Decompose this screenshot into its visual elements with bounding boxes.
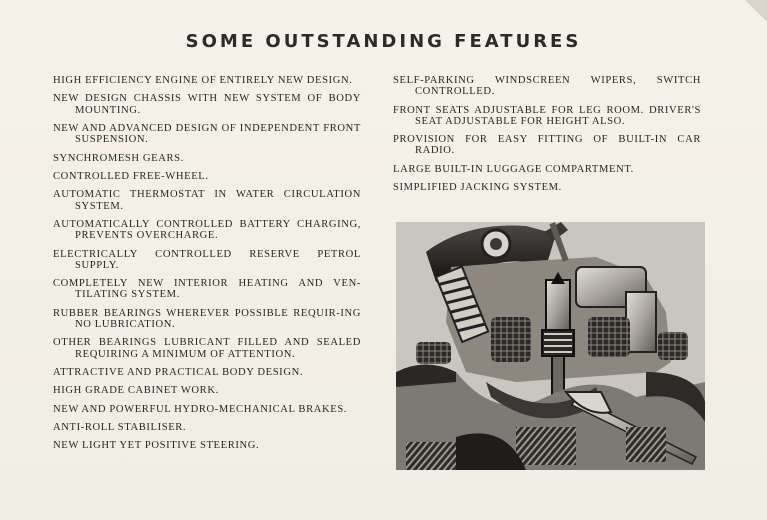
feature-item: HIGH GRADE CABINET WORK. <box>53 385 219 397</box>
page-corner-fold <box>745 0 767 22</box>
feature-item: NEW AND POWERFUL HYDRO-MECHANICAL BRAKES. <box>53 403 348 415</box>
feature-item: RUBBER BEARINGS WHEREVER POSSIBLE REQUIR-ING NO LUBRICATION. <box>53 307 361 330</box>
feature-item: HIGH EFFICIENCY ENGINE OF ENTIRELY NEW DESIGN. <box>53 75 353 86</box>
page-title: SOME OUTSTANDING FEATURES <box>185 31 582 52</box>
feature-item: SELF-PARKING WINDSCREEN WIPERS, SWITCH CONTROLLED. <box>393 75 701 98</box>
feature-list-left <box>53 75 361 459</box>
feature-list-right <box>393 75 701 201</box>
feature-item: ELECTRICALLY CONTROLLED RESERVE PETROL SUPPLY. <box>53 248 361 271</box>
feature-item: SYNCHROMESH GEARS. <box>53 152 184 164</box>
feature-item: AUTOMATIC THERMOSTAT IN WATER CIRCULATION SYSTEM. <box>53 189 361 212</box>
feature-item: COMPLETELY NEW INTERIOR HEATING AND VEN-TILATING SYSTEM. <box>53 278 361 301</box>
feature-item: ATTRACTIVE AND PRACTICAL BODY DESIGN. <box>53 366 304 378</box>
feature-item: LARGE BUILT-IN LUGGAGE COMPARTMENT. <box>393 163 634 175</box>
feature-item: ANTI-ROLL STABILISER. <box>53 422 187 434</box>
feature-item: NEW DESIGN CHASSIS WITH NEW SYSTEM OF BODY MOUNTING. <box>53 93 361 116</box>
feature-item: NEW AND ADVANCED DESIGN OF INDEPENDENT FRONT SUSPENSION. <box>53 122 361 146</box>
feature-item: NEW LIGHT YET POSITIVE STEERING. <box>53 440 260 452</box>
engine-cutaway-photo <box>396 222 705 470</box>
feature-item: CONTROLLED FREE-WHEEL. <box>53 170 209 182</box>
feature-item: FRONT SEATS ADJUSTABLE FOR LEG ROOM. DRIVER'S SEAT ADJUSTABLE FOR HEIGHT ALSO. <box>393 104 701 127</box>
feature-item: AUTOMATICALLY CONTROLLED BATTERY CHARGING, PREVENTS OVERCHARGE. <box>53 218 361 242</box>
feature-item: PROVISION FOR EASY FITTING OF BUILT-IN CAR RADIO. <box>393 134 701 157</box>
feature-item: SIMPLIFIED JACKING SYSTEM. <box>393 182 562 194</box>
feature-item: OTHER BEARINGS LUBRICANT FILLED AND SEALED REQUIRING A MINIMUM OF ATTENTION. <box>53 337 361 360</box>
